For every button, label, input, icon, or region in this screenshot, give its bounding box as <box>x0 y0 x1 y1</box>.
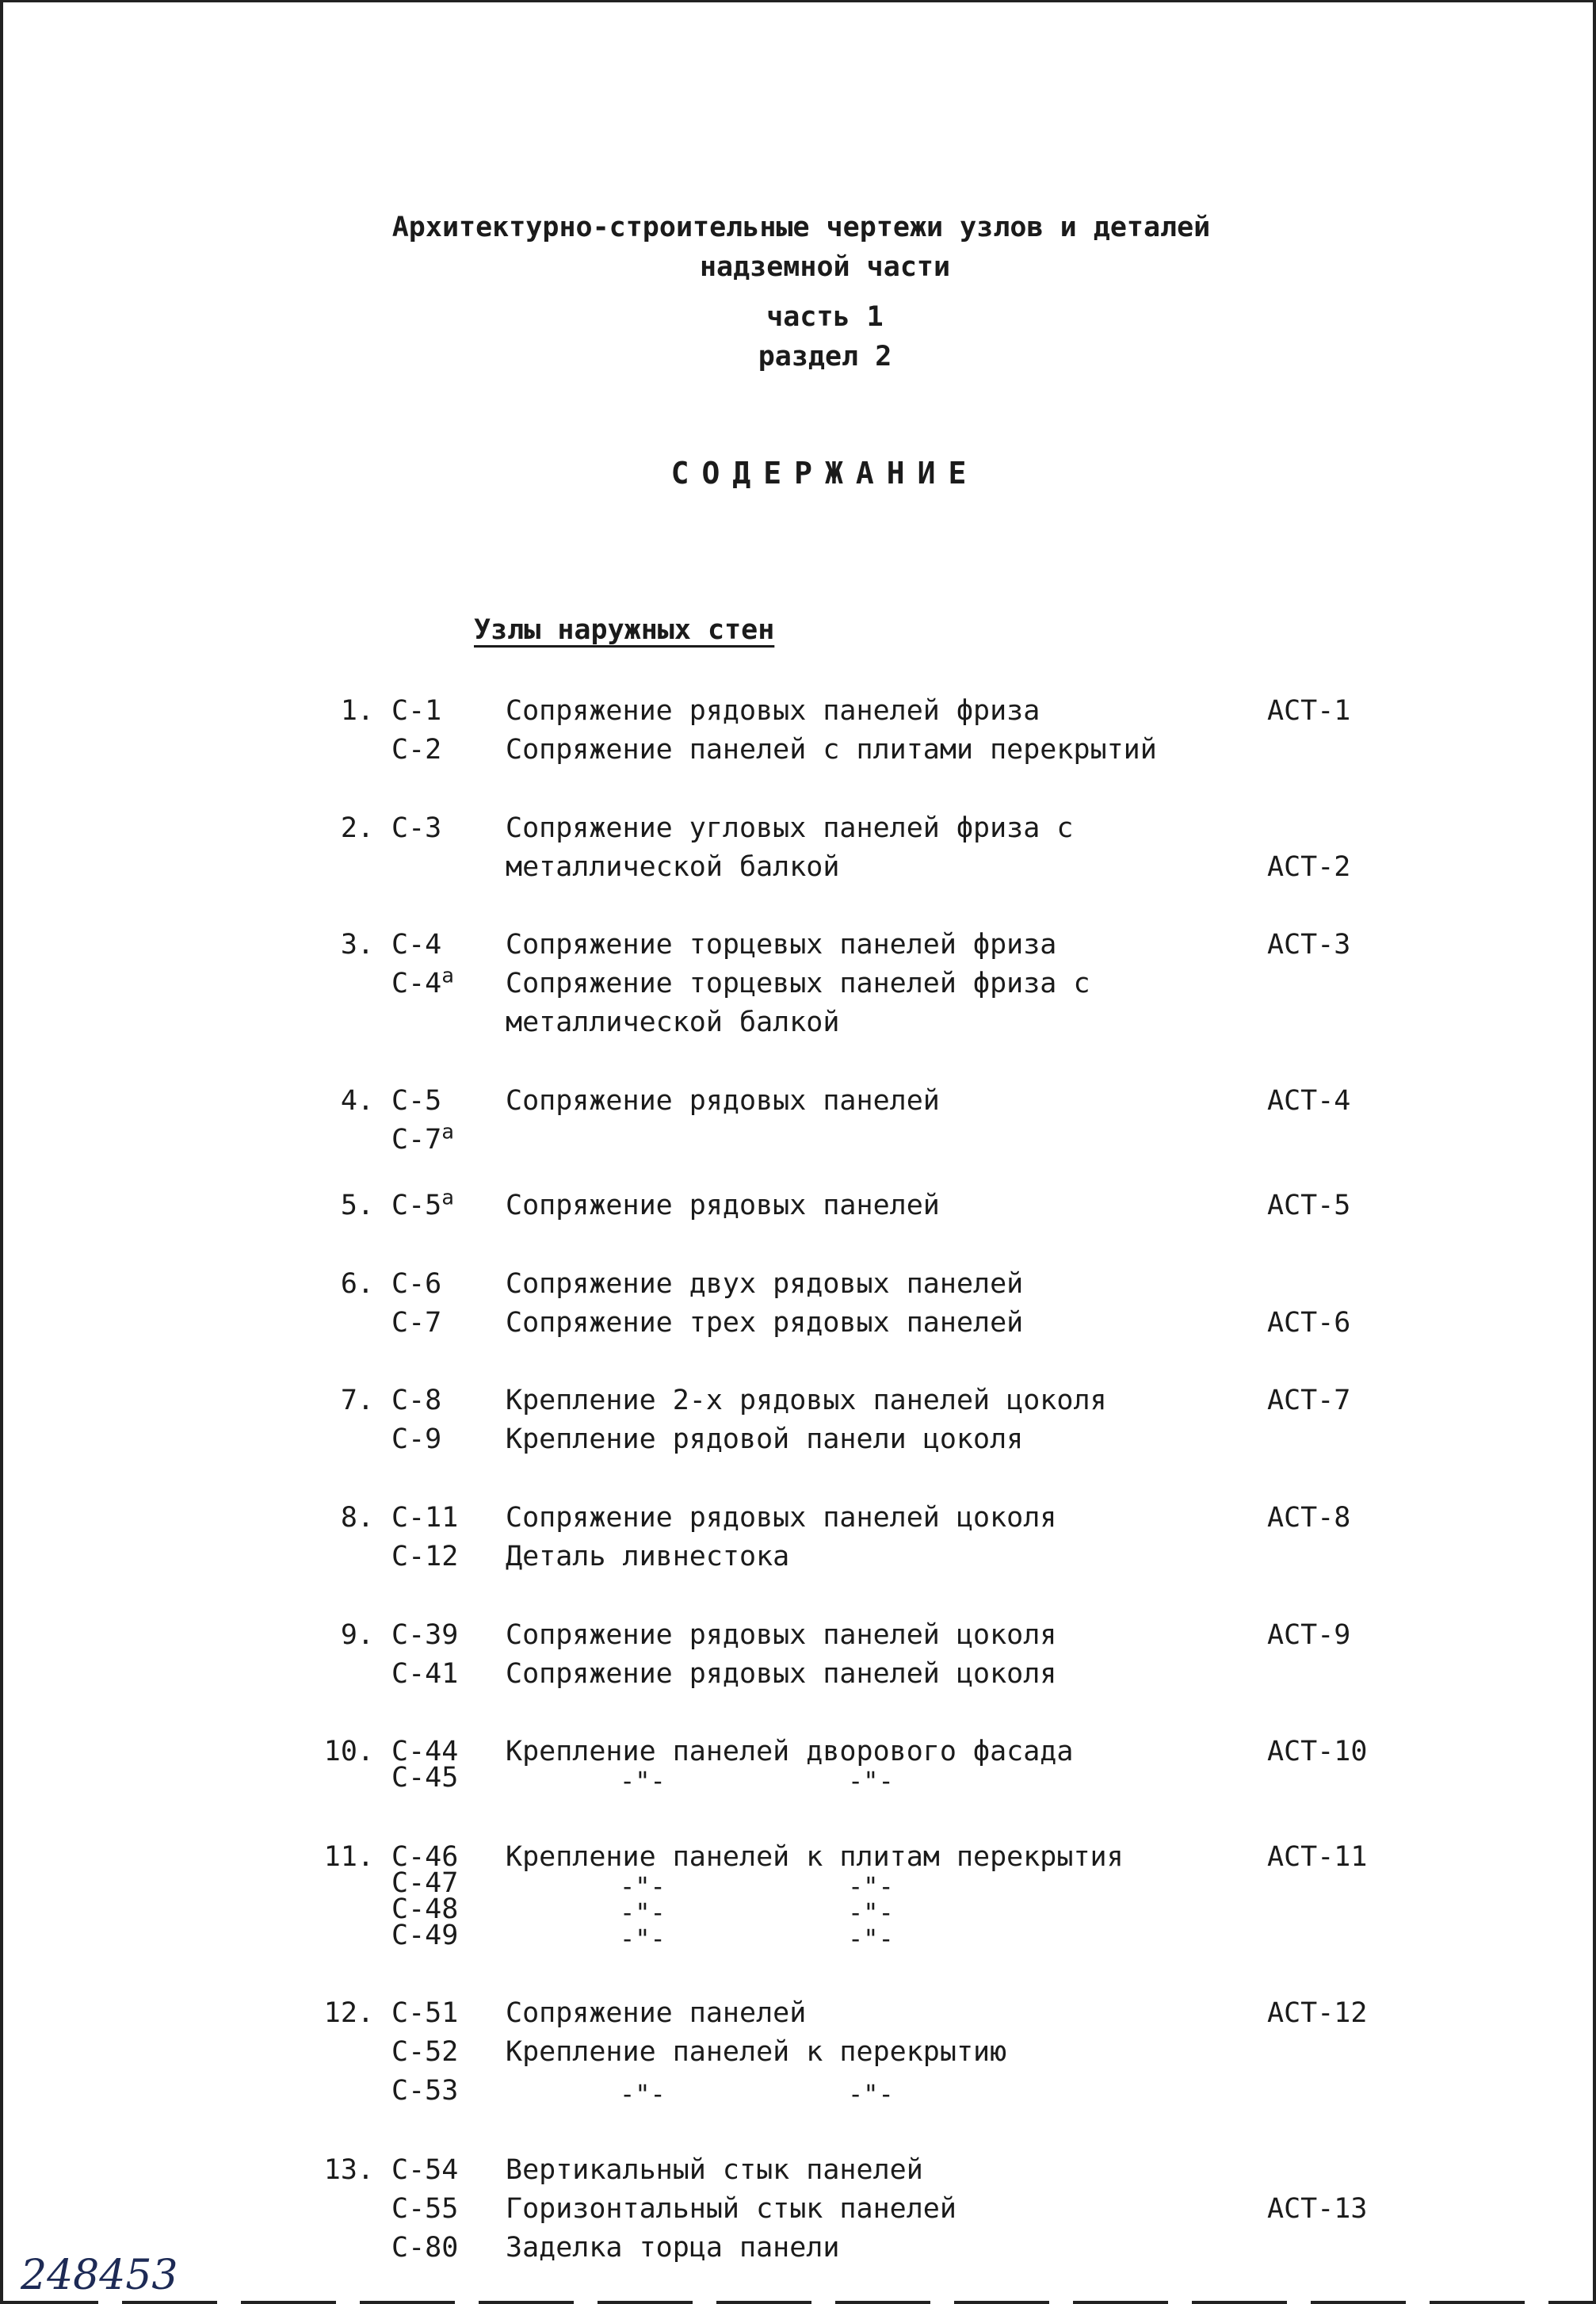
drawing-code-superscript: а <box>441 1186 454 1210</box>
drawing-code-text: С-3 <box>391 812 442 844</box>
drawing-code <box>391 2073 458 2108</box>
entry-description: Крепление панелей дворового фасада <box>506 1736 1074 1767</box>
ditto-mark: -"- <box>620 1897 666 1928</box>
entry-number: 10. <box>323 1736 374 1767</box>
ditto-mark: -"- <box>848 1871 894 1901</box>
drawing-code <box>391 1539 458 1574</box>
drawing-code-text: С-53 <box>391 2075 459 2107</box>
entry-description: Сопряжение панелей с плитами перекрытий <box>506 734 1157 766</box>
drawing-code <box>391 1305 441 1340</box>
drawing-code <box>391 966 454 1001</box>
drawing-code <box>391 1500 458 1535</box>
ditto-mark: -"- <box>620 2079 666 2109</box>
drawing-code-text: С-46 <box>391 1841 459 1873</box>
entry-description: Заделка торца панели <box>506 2232 840 2264</box>
entry-number: 4. <box>340 1085 374 1117</box>
sheet-reference: АСТ-8 <box>1267 1502 1351 1534</box>
document-title-line-2: надземной части <box>699 251 951 283</box>
entry-description: Сопряжение рядовых панелей цоколя <box>506 1502 1057 1534</box>
part-label: часть 1 <box>766 301 884 333</box>
contents-heading: СОДЕРЖАНИЕ <box>670 456 979 491</box>
drawing-code-text: С-80 <box>391 2232 459 2264</box>
entry-description: Сопряжение рядовых панелей фриза <box>506 695 1040 727</box>
handwritten-inventory-number: 248453 <box>21 2252 178 2299</box>
sheet-reference: АСТ-6 <box>1267 1307 1351 1339</box>
entry-number: 7. <box>340 1385 374 1416</box>
entry-number: 13. <box>323 2154 374 2186</box>
drawing-code-text: С-39 <box>391 1619 459 1651</box>
entry-description: Сопряжение панелей <box>506 1997 807 2029</box>
ditto-mark: -"- <box>848 1897 894 1928</box>
section-label: раздел 2 <box>758 341 892 373</box>
drawing-code-text: С-7 <box>391 1124 442 1156</box>
entry-description: Сопряжение рядовых панелей <box>506 1085 940 1117</box>
drawing-code-text: С-11 <box>391 1502 459 1534</box>
drawing-code-text: С-8 <box>391 1385 442 1416</box>
entry-number: 2. <box>340 812 374 844</box>
drawing-code-text: С-48 <box>391 1893 459 1925</box>
sheet-reference: АСТ-12 <box>1267 1997 1368 2029</box>
ditto-mark: -"- <box>848 2079 894 2109</box>
page-border-bottom <box>3 2301 1596 2304</box>
drawing-code-text: С-41 <box>391 1658 459 1690</box>
drawing-code <box>391 811 441 846</box>
drawing-code <box>391 1760 458 1795</box>
drawing-code-text: С-51 <box>391 1997 459 2029</box>
group-heading: Узлы наружных стен <box>474 614 775 646</box>
drawing-code <box>391 2035 458 2069</box>
drawing-code <box>391 2230 458 2265</box>
entry-number: 6. <box>340 1268 374 1300</box>
entry-number: 9. <box>340 1619 374 1651</box>
drawing-code-text: С-44 <box>391 1736 459 1767</box>
drawing-code <box>391 927 441 962</box>
entry-description: Сопряжение торцевых панелей фриза <box>506 929 1057 961</box>
drawing-code <box>391 1996 458 2031</box>
sheet-reference: АСТ-13 <box>1267 2193 1368 2225</box>
drawing-code <box>391 732 441 767</box>
drawing-code <box>391 2153 458 2187</box>
drawing-code-superscript: а <box>441 1120 454 1144</box>
sheet-reference: АСТ-2 <box>1267 851 1351 883</box>
drawing-code-text: С-52 <box>391 2036 459 2068</box>
drawing-code-text: С-45 <box>391 1762 459 1794</box>
drawing-code-text: С-12 <box>391 1541 459 1572</box>
sheet-reference: АСТ-7 <box>1267 1385 1351 1416</box>
sheet-reference: АСТ-1 <box>1267 695 1351 727</box>
drawing-code-text: С-7 <box>391 1307 442 1339</box>
ditto-mark: -"- <box>848 1766 894 1796</box>
entry-description: Крепление панелей к перекрытию <box>506 2036 1007 2068</box>
entry-description: Сопряжение рядовых панелей цоколя <box>506 1619 1057 1651</box>
drawing-code-text: С-55 <box>391 2193 459 2225</box>
entry-number: 11. <box>323 1841 374 1873</box>
sheet-reference: АСТ-3 <box>1267 929 1351 961</box>
drawing-code <box>391 693 441 728</box>
ditto-mark: -"- <box>848 1924 894 1954</box>
entry-description: Крепление рядовой панели цоколя <box>506 1423 1024 1455</box>
entry-description: Сопряжение угловых панелей фриза с <box>506 812 1074 844</box>
drawing-code-text: С-4 <box>391 929 442 961</box>
drawing-code-superscript: а <box>441 964 454 988</box>
entry-description: Сопряжение рядовых панелей <box>506 1190 940 1221</box>
sheet-reference: АСТ-5 <box>1267 1190 1351 1221</box>
entry-description: Вертикальный стык панелей <box>506 2154 923 2186</box>
drawing-code <box>391 1383 441 1418</box>
entry-number: 12. <box>323 1997 374 2029</box>
drawing-code <box>391 1267 441 1301</box>
entry-description: Горизонтальный стык панелей <box>506 2193 956 2225</box>
sheet-reference: АСТ-10 <box>1267 1736 1368 1767</box>
drawing-code <box>391 1656 458 1691</box>
document-title-line-1: Архитектурно-строительные чертежи узлов и деталей <box>391 212 1211 243</box>
entry-description: Крепление панелей к плитам перекрытия <box>506 1841 1124 1873</box>
sheet-reference: АСТ-11 <box>1267 1841 1368 1873</box>
drawing-code-text: С-5 <box>391 1190 442 1221</box>
entry-description: Сопряжение трех рядовых панелей <box>506 1307 1024 1339</box>
sheet-reference: АСТ-4 <box>1267 1085 1351 1117</box>
entry-number: 1. <box>340 695 374 727</box>
entry-description: Сопряжение торцевых панелей фриза с <box>506 968 1090 999</box>
drawing-code-text: С-5 <box>391 1085 442 1117</box>
entry-number: 8. <box>340 1502 374 1534</box>
ditto-mark: -"- <box>620 1766 666 1796</box>
entry-number: 5. <box>340 1190 374 1221</box>
drawing-code <box>391 1083 441 1118</box>
entry-number: 3. <box>340 929 374 961</box>
drawing-code-text: С-9 <box>391 1423 442 1455</box>
entry-description: металлической балкой <box>506 851 840 883</box>
drawing-code <box>391 2191 458 2226</box>
entry-description: Сопряжение двух рядовых панелей <box>506 1268 1024 1300</box>
ditto-mark: -"- <box>620 1871 666 1901</box>
drawing-code <box>391 1422 441 1457</box>
entry-description: Сопряжение рядовых панелей цоколя <box>506 1658 1057 1690</box>
drawing-code <box>391 1918 458 1953</box>
drawing-code-text: С-49 <box>391 1920 459 1951</box>
drawing-code <box>391 1618 458 1653</box>
drawing-code <box>391 1122 454 1157</box>
drawing-code-text: С-47 <box>391 1867 459 1899</box>
entry-description: Крепление 2-х рядовых панелей цоколя <box>506 1385 1107 1416</box>
sheet-reference: АСТ-9 <box>1267 1619 1351 1651</box>
drawing-code-text: С-2 <box>391 734 442 766</box>
drawing-code-text: С-1 <box>391 695 442 727</box>
entry-description: металлической балкой <box>506 1007 840 1038</box>
entry-description: Деталь ливнестока <box>506 1541 790 1572</box>
drawing-code-text: С-4 <box>391 968 442 999</box>
drawing-code <box>391 1188 454 1223</box>
drawing-code-text: С-54 <box>391 2154 459 2186</box>
drawing-code-text: С-6 <box>391 1268 442 1300</box>
ditto-mark: -"- <box>620 1924 666 1954</box>
